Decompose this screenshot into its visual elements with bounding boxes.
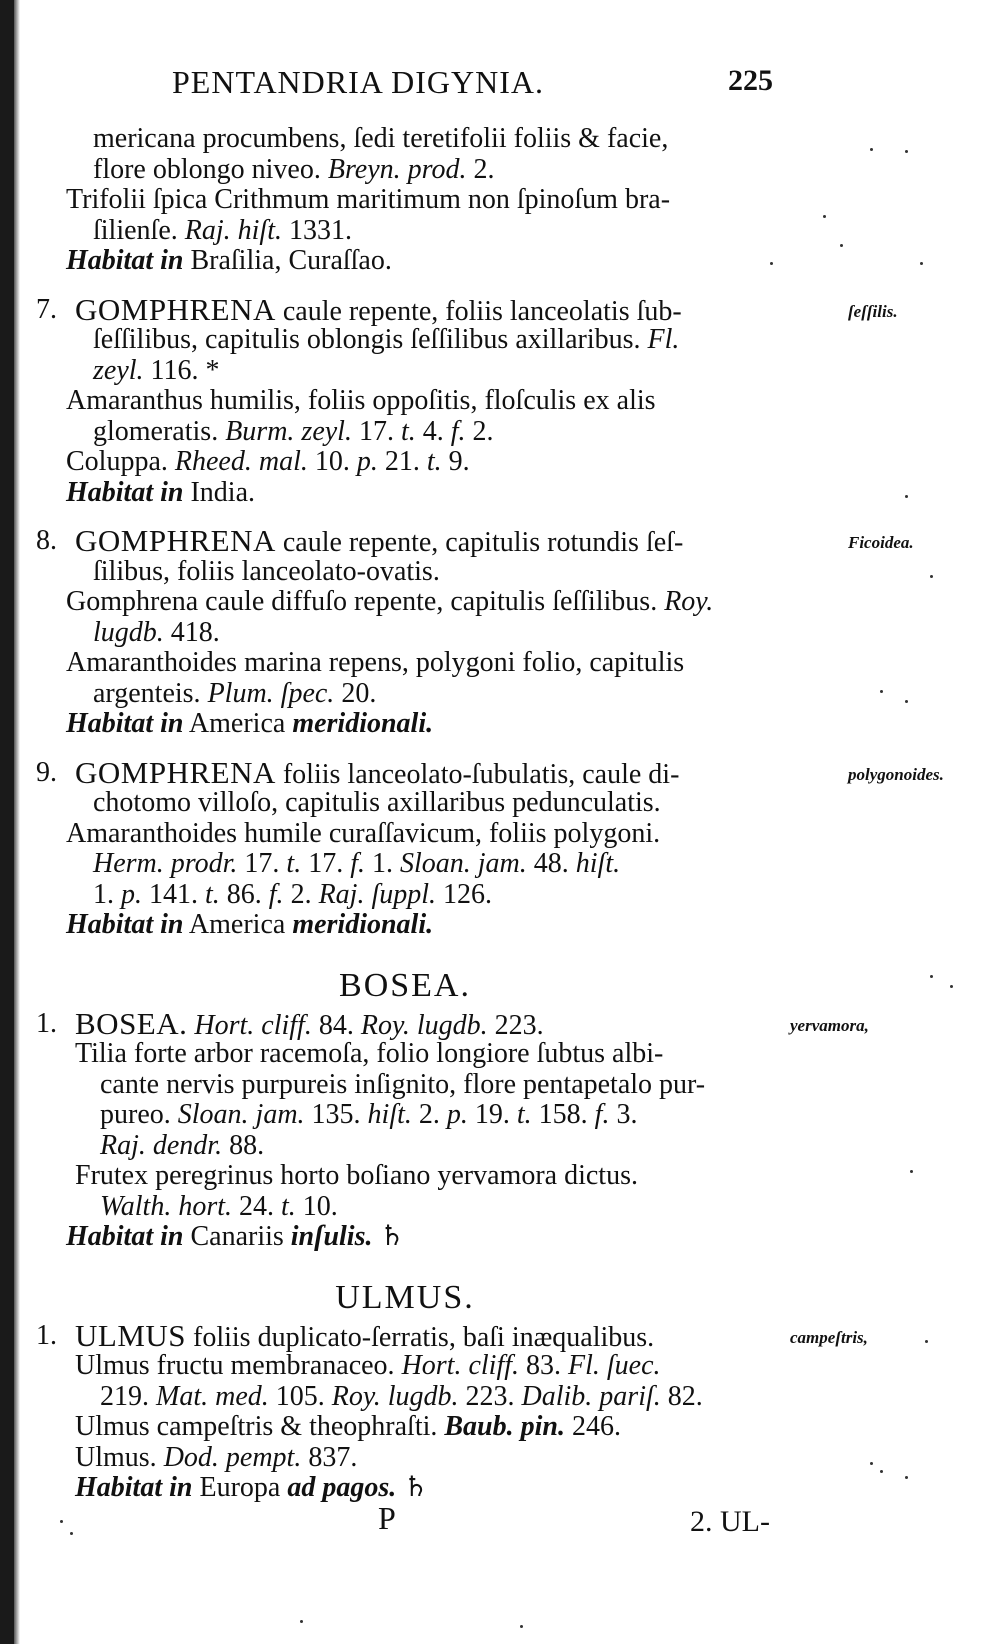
roman-text: 3.: [609, 1099, 638, 1130]
entry-number: 9.: [36, 756, 57, 788]
italic-text: Raj. hiſt.: [184, 214, 282, 246]
italic-text: Habitat in: [66, 476, 184, 508]
roman-text: 1.: [93, 878, 121, 910]
roman-text: ♄: [372, 1221, 405, 1252]
scan-speck: [905, 495, 908, 498]
scan-speck: [870, 148, 873, 151]
scan-speck: [905, 150, 908, 153]
roman-text: 2.: [465, 415, 494, 447]
italic-text: Hort. cliff.: [401, 1350, 520, 1381]
italic-text: Mat. med.: [156, 1380, 269, 1412]
italic-text: Raj. dendr.: [100, 1129, 223, 1161]
text-line: [0, 356, 1000, 387]
italic-text: Dod. pempt.: [163, 1441, 302, 1473]
scan-speck: [910, 1170, 913, 1173]
roman-text: Ulmus fructu membranaceo.: [75, 1350, 402, 1381]
roman-text: 1.: [364, 848, 400, 879]
text-line: [0, 1039, 1000, 1070]
italic-text: meridionali.: [292, 909, 434, 940]
roman-text: ſilienſe.: [93, 214, 185, 246]
text-line: [0, 587, 1000, 618]
roman-text: 86.: [219, 878, 269, 910]
italic-text: Roy. lugdb.: [331, 1380, 459, 1412]
roman-text: 2.: [411, 1099, 447, 1130]
text-line: [0, 386, 1000, 417]
scan-speck: [300, 1620, 303, 1623]
roman-text: Canariis: [183, 1221, 291, 1252]
roman-text: 116. *: [143, 354, 220, 386]
italic-text: Fl.: [647, 324, 680, 355]
roman-text: 88.: [222, 1129, 265, 1161]
scan-speck: [880, 690, 883, 693]
genus-name: GOMPHRENA: [75, 291, 276, 327]
roman-text: 126.: [436, 878, 493, 910]
entry-number: 7.: [36, 293, 57, 325]
scan-speck: [905, 700, 908, 703]
italic-text: inſulis.: [290, 1221, 373, 1252]
roman-text: 82.: [660, 1380, 703, 1412]
running-head: PENTANDRIA DIGYNIA.: [172, 64, 544, 100]
text-line: [0, 325, 1000, 356]
italic-text: Breyn. prod.: [327, 153, 467, 185]
italic-text: p.: [446, 1099, 468, 1130]
roman-text: Gomphrena caule diffuſo repente, capitulis ſeſſilibus.: [66, 586, 665, 617]
roman-text: 9.: [441, 446, 470, 477]
roman-text: Europa: [192, 1472, 288, 1503]
roman-text: caule repente, capitulis rotundis ſeſ-: [275, 527, 684, 558]
italic-text: Habitat in: [66, 909, 184, 940]
italic-text: Raj. ſuppl.: [318, 878, 437, 910]
text-line: [0, 709, 1000, 740]
italic-text: Hort. cliff.: [194, 1009, 312, 1041]
roman-text: ♄: [396, 1472, 429, 1503]
text-line: [0, 788, 1000, 819]
roman-text: foliis duplicato-ſerratis, baſi inæqualibus.: [186, 1321, 655, 1353]
margin-note: polygonoides.: [848, 764, 944, 784]
roman-text: 135.: [304, 1099, 368, 1130]
italic-text: Sloan. jam.: [399, 848, 527, 879]
text-line: [0, 849, 1000, 880]
genus-name: GOMPHRENA: [75, 523, 276, 558]
text-line: [0, 1382, 1000, 1413]
italic-text: Habitat in: [75, 1472, 193, 1503]
roman-text: 219.: [100, 1380, 156, 1412]
italic-text: Herm. prodr.: [93, 848, 238, 879]
scan-speck: [70, 1532, 73, 1535]
species-entry: [0, 523, 1000, 740]
page-number: 225: [728, 64, 773, 97]
roman-text: 141.: [142, 878, 205, 910]
scan-speck: [520, 1625, 523, 1628]
roman-text: Frutex peregrinus horto boſiano yervamora dictus.: [75, 1160, 638, 1191]
roman-text: 837.: [301, 1441, 358, 1473]
italic-text: Habitat in: [66, 1221, 184, 1252]
italic-text: hiſt.: [575, 848, 621, 879]
roman-text: caule repente, foliis lanceolatis ſub-: [275, 295, 682, 327]
italic-text: Walth. hort.: [100, 1190, 232, 1222]
scan-speck: [840, 244, 843, 247]
roman-text: 10.: [307, 446, 357, 477]
text-line: [0, 1473, 1000, 1504]
text-line: [0, 447, 1000, 478]
species-entry: [0, 291, 1000, 509]
italic-text: Plum. ſpec.: [207, 677, 335, 709]
roman-text: India.: [183, 476, 255, 508]
text-line: [0, 679, 1000, 710]
roman-text: 158.: [531, 1099, 595, 1130]
italic-text: Sloan. jam.: [177, 1099, 305, 1130]
italic-text: lugdb.: [93, 616, 164, 648]
text-line: [0, 1351, 1000, 1382]
roman-text: Trifolii ſpica Crithmum maritimum non ſpinoſum bra-: [66, 184, 671, 215]
italic-text: hiſt.: [367, 1099, 412, 1130]
scan-speck: [930, 975, 933, 978]
italic-text: meridionali.: [292, 708, 434, 739]
roman-text: Braſilia, Curaſſao.: [183, 245, 392, 276]
scan-speck: [770, 262, 773, 265]
italic-text: Roy. lugdb.: [360, 1009, 488, 1041]
italic-text: ad pagos.: [287, 1472, 397, 1503]
text-line: [0, 185, 1000, 216]
entry-number: 1.: [36, 1007, 57, 1039]
roman-text: 21.: [377, 446, 427, 477]
scan-speck: [905, 1476, 908, 1479]
roman-text: 4.: [415, 415, 451, 447]
text-line: [0, 1161, 1000, 1192]
roman-text: argenteis.: [93, 677, 208, 709]
section-heading: ULMUS.: [335, 1278, 475, 1316]
text-line: [0, 1412, 1000, 1443]
text-line: [0, 648, 1000, 679]
scan-speck: [823, 215, 826, 218]
italic-text: t.: [400, 415, 416, 447]
italic-text: f.: [350, 848, 365, 879]
page-body: [0, 124, 1000, 1522]
text-block: [0, 124, 1000, 277]
text-line: [0, 291, 1000, 327]
italic-text: t.: [205, 878, 220, 910]
italic-text: zeyl.: [93, 354, 144, 386]
text-line: [0, 754, 1000, 790]
scan-speck: [880, 1470, 883, 1473]
italic-text: p.: [356, 446, 378, 477]
roman-text: Coluppa.: [66, 446, 175, 477]
roman-text: mericana procumbens, ſedi teretifolii foliis & facie,: [93, 123, 669, 154]
roman-text: 83.: [519, 1350, 569, 1381]
roman-text: pureo.: [100, 1099, 178, 1130]
roman-text: Amaranthoides humile curaſſavicum, foliis polygoni.: [66, 817, 661, 849]
text-line: [0, 618, 1000, 649]
italic-text: t.: [286, 848, 302, 879]
text-line: [0, 417, 1000, 448]
text-line: [0, 1005, 1000, 1041]
roman-text: foliis lanceolato-ſubulatis, caule di-: [275, 758, 680, 790]
scan-speck: [920, 262, 923, 265]
roman-text: 2.: [283, 878, 319, 910]
roman-text: Ulmus.: [75, 1441, 164, 1473]
text-line: [0, 1317, 1000, 1353]
italic-text: Burm. zeyl.: [225, 415, 352, 447]
italic-text: f.: [450, 415, 466, 447]
roman-text: cante nervis purpureis inſignito, flore pentapetalo pur-: [100, 1068, 706, 1100]
text-line: [0, 1192, 1000, 1223]
margin-note: Ficoidea.: [848, 533, 914, 552]
text-line: [0, 819, 1000, 850]
margin-note: yervamora,: [790, 1015, 869, 1035]
roman-text: Tilia forte arbor racemoſa, folio longiore ſubtus albi-: [75, 1038, 664, 1069]
species-entry: [0, 754, 1000, 941]
section-heading: BOSEA.: [339, 966, 471, 1004]
roman-text: 10.: [295, 1190, 338, 1222]
roman-text: 48.: [526, 848, 576, 879]
italic-text: Rheed. mal.: [174, 446, 308, 477]
catchword: 2. UL-: [690, 1505, 770, 1538]
text-line: [0, 155, 1000, 186]
roman-text: 19.: [467, 1099, 517, 1130]
text-line: [0, 557, 1000, 588]
roman-text: ſeſſilibus, capitulis oblongis ſeſſilibus axillaribus.: [93, 324, 648, 355]
roman-text: Ulmus campeſtris & theophraſti.: [75, 1411, 445, 1442]
roman-text: 105.: [268, 1380, 332, 1412]
text-line: [0, 1443, 1000, 1474]
italic-text: Baub. pin.: [444, 1411, 565, 1442]
italic-text: f.: [594, 1099, 610, 1130]
text-line: [0, 124, 1000, 155]
text-line: [0, 880, 1000, 911]
text-line: [0, 1070, 1000, 1101]
roman-text: 24.: [232, 1190, 281, 1222]
italic-text: p.: [121, 878, 142, 910]
roman-text: ſilibus, foliis lanceolato-ovatis.: [93, 555, 440, 587]
roman-text: 2.: [466, 153, 495, 185]
text-line: [0, 523, 1000, 558]
roman-text: 84.: [311, 1009, 361, 1041]
italic-text: Roy.: [664, 586, 714, 617]
scan-speck: [930, 575, 933, 578]
text-line: [0, 246, 1000, 277]
species-entry: [0, 1005, 1000, 1253]
signature-mark: P: [378, 1500, 396, 1536]
roman-text: 17.: [351, 415, 401, 447]
roman-text: Amaranthus humilis, foliis oppoſitis, floſculis ex alis: [66, 385, 656, 416]
text-line: [0, 910, 1000, 941]
species-entry: [0, 1317, 1000, 1504]
italic-text: Habitat in: [66, 245, 184, 276]
roman-text: 17.: [237, 848, 287, 879]
text-line: [0, 1131, 1000, 1162]
italic-text: t.: [281, 1190, 296, 1222]
text-line: [0, 478, 1000, 509]
roman-text: chotomo villoſo, capitulis axillaribus pedunculatis.: [93, 787, 661, 818]
roman-text: 418.: [163, 616, 220, 648]
genus-name: BOSEA.: [75, 1005, 188, 1041]
scan-speck: [950, 985, 953, 988]
italic-text: Habitat in: [66, 708, 184, 739]
italic-text: Fl. ſuec.: [568, 1350, 661, 1381]
entry-number: 1.: [36, 1319, 57, 1351]
roman-text: 246.: [564, 1411, 621, 1442]
roman-text: flore oblongo niveo.: [93, 153, 328, 185]
roman-text: 20.: [334, 677, 377, 709]
roman-text: 223.: [458, 1380, 522, 1412]
italic-text: Dalib. pariſ.: [521, 1380, 661, 1412]
roman-text: 1331.: [282, 214, 352, 246]
margin-note: ſeſſilis.: [848, 301, 898, 321]
roman-text: 223.: [487, 1009, 544, 1041]
scan-speck: [870, 1462, 873, 1465]
entry-number: 8.: [36, 525, 57, 556]
roman-text: 17.: [301, 848, 351, 879]
text-line: [0, 216, 1000, 247]
text-line: [0, 1222, 1000, 1253]
genus-name: GOMPHRENA: [75, 754, 276, 790]
scan-speck: [60, 1520, 63, 1523]
text-line: [0, 1100, 1000, 1131]
genus-name: ULMUS: [75, 1317, 187, 1353]
roman-text: America: [183, 708, 293, 739]
italic-text: t.: [426, 446, 442, 477]
roman-text: Amaranthoides marina repens, polygoni folio, capitulis: [66, 647, 685, 678]
italic-text: f.: [268, 878, 284, 910]
scan-speck: [925, 1340, 928, 1343]
margin-note: campeſtris,: [790, 1327, 868, 1347]
italic-text: t.: [516, 1099, 532, 1130]
roman-text: glomeratis.: [93, 415, 226, 447]
roman-text: America: [183, 909, 293, 940]
